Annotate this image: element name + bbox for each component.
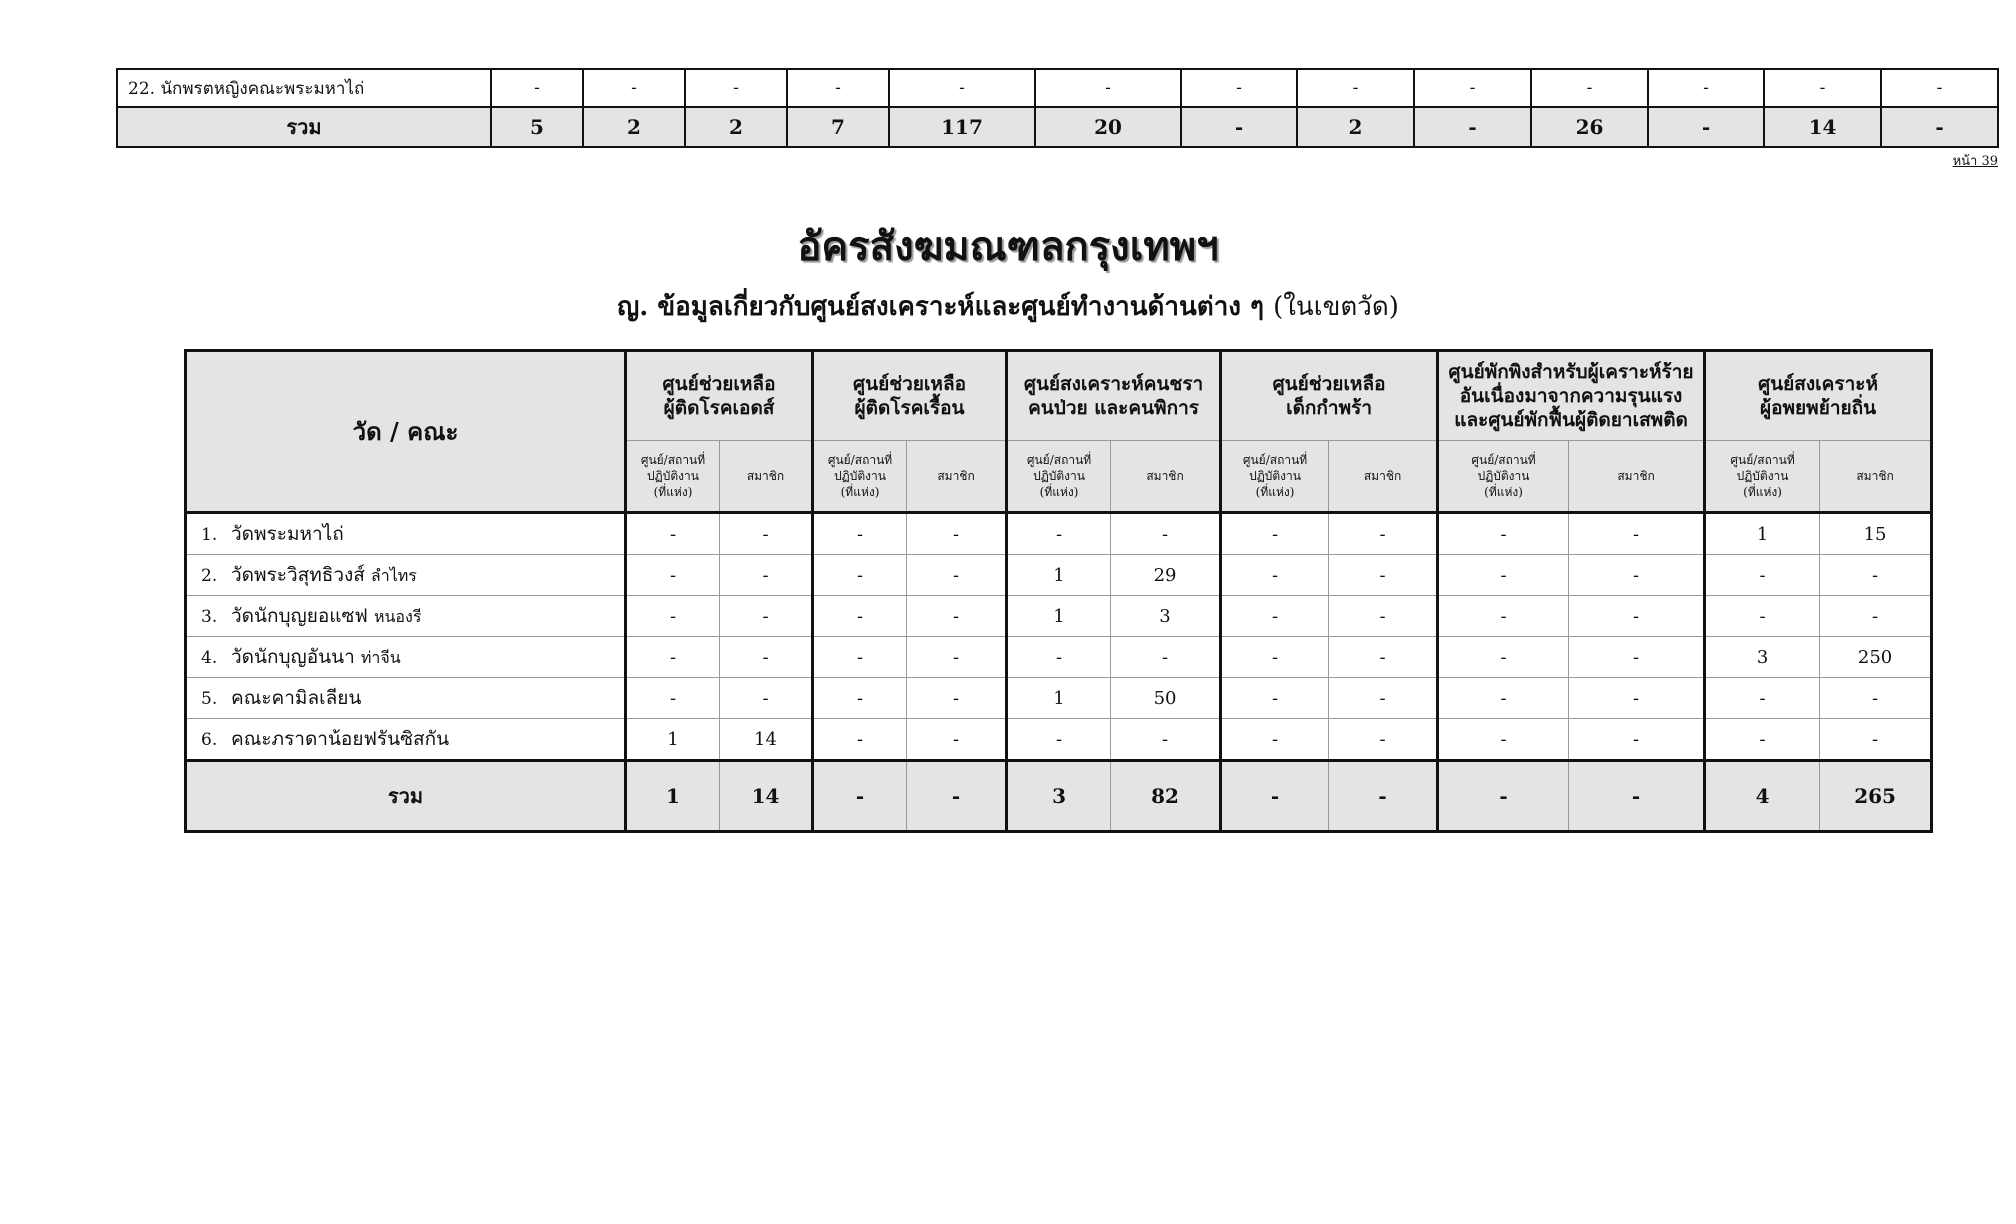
group-header-line: ศูนย์พักพิงสำหรับผู้เคราะห์ร้าย — [1448, 361, 1694, 383]
cell: - — [1221, 637, 1329, 678]
cell: 14 — [720, 761, 813, 832]
cell: - — [1007, 513, 1111, 555]
cell: - — [813, 513, 907, 555]
cell: - — [1221, 719, 1329, 761]
sub-header-line: ศูนย์/สถานที่ — [1471, 453, 1536, 467]
cell: - — [720, 637, 813, 678]
cell: 4 — [1705, 761, 1820, 832]
row-title: คณะภราดาน้อยฟรันซิสกัน — [231, 728, 450, 750]
sub-header-line: (ที่แห่ง) — [653, 485, 693, 499]
sub-header-line: (ที่แห่ง) — [1484, 485, 1523, 499]
cell: - — [626, 513, 720, 555]
cell: 2 — [583, 107, 685, 147]
cell: - — [1329, 719, 1438, 761]
cell: 117 — [889, 107, 1035, 147]
welfare-centers-table — [184, 349, 1933, 833]
row-name — [186, 513, 626, 555]
cell: - — [1111, 513, 1221, 555]
cell: - — [1181, 107, 1297, 147]
sub-header-members: สมาชิก — [1820, 441, 1932, 513]
group-header-line: ศูนย์ช่วยเหลือ — [1272, 373, 1386, 395]
cell: - — [1438, 513, 1569, 555]
sub-header-line: ศูนย์/สถานที่ — [827, 453, 893, 467]
cell: - — [907, 678, 1007, 719]
sub-header-places — [1705, 441, 1820, 513]
cell: 3 — [1705, 637, 1820, 678]
cell: - — [1007, 637, 1111, 678]
section-title — [0, 286, 2016, 327]
cell: 5 — [491, 107, 583, 147]
cell: - — [813, 761, 907, 832]
table-row — [186, 513, 1932, 555]
cell: - — [1035, 69, 1181, 107]
row-name — [186, 719, 626, 761]
cell: - — [1648, 69, 1764, 107]
row-suffix: หนองรี — [373, 607, 422, 626]
cell: - — [1181, 69, 1297, 107]
cell: - — [1648, 107, 1764, 147]
section-title-note: (ในเขตวัด) — [1273, 292, 1399, 322]
cell: - — [1569, 761, 1705, 832]
sub-header-places — [1221, 441, 1329, 513]
row-name — [186, 596, 626, 637]
sub-header-line: ศูนย์/สถานที่ — [640, 453, 706, 467]
cell: - — [1569, 637, 1705, 678]
cell: 15 — [1820, 513, 1932, 555]
cell: - — [1705, 596, 1820, 637]
sub-header-places — [1007, 441, 1111, 513]
row-number: 5. — [201, 689, 218, 709]
cell: - — [1820, 596, 1932, 637]
cell: - — [813, 555, 907, 596]
cell: 20 — [1035, 107, 1181, 147]
group-header-line: ศูนย์ช่วยเหลือ — [662, 373, 776, 395]
table-row — [186, 596, 1932, 637]
cell: 250 — [1820, 637, 1932, 678]
total-label: รวม — [117, 107, 491, 147]
cell: - — [1111, 719, 1221, 761]
cell: - — [720, 513, 813, 555]
cell: - — [491, 69, 583, 107]
sub-header-line: (ที่แห่ง) — [1255, 485, 1295, 499]
cell: - — [1221, 513, 1329, 555]
cell: 7 — [787, 107, 889, 147]
cell: - — [1221, 678, 1329, 719]
cell: - — [1531, 69, 1648, 107]
cell: 2 — [685, 107, 787, 147]
cell: - — [1414, 69, 1531, 107]
cell: - — [626, 555, 720, 596]
row-title: วัดนักบุญยอแซฟ — [231, 605, 368, 627]
group-header-line: ผู้ติดโรคเอดส์ — [663, 397, 775, 419]
cell: - — [626, 596, 720, 637]
cell: - — [1329, 637, 1438, 678]
cell: - — [1569, 555, 1705, 596]
sub-header-members: สมาชิก — [1111, 441, 1221, 513]
cell: - — [1414, 107, 1531, 147]
cell: 1 — [1007, 596, 1111, 637]
group-header-leprosy — [813, 351, 1007, 441]
row-number: 6. — [201, 730, 218, 750]
row-number: 2. — [201, 566, 218, 586]
cell: - — [1329, 678, 1438, 719]
cell: - — [907, 761, 1007, 832]
sub-header-places — [1438, 441, 1569, 513]
cell: 1 — [1007, 555, 1111, 596]
sub-header-line: ปฏิบัติงาน — [1033, 469, 1085, 483]
group-header-line: คนป่วย และคนพิการ — [1028, 397, 1199, 419]
cell: - — [626, 678, 720, 719]
page-title: อัครสังฆมณฑลกรุงเทพฯ — [797, 223, 1219, 270]
total-row — [117, 107, 1998, 147]
group-header-line: ผู้อพยพย้ายถิ่น — [1759, 397, 1877, 419]
cell: - — [1329, 596, 1438, 637]
cell: 14 — [1764, 107, 1881, 147]
cell: 29 — [1111, 555, 1221, 596]
cell: 50 — [1111, 678, 1221, 719]
continuation-table — [116, 68, 1999, 148]
cell: - — [1221, 761, 1329, 832]
row-number: 4. — [201, 648, 218, 668]
cell: - — [1438, 637, 1569, 678]
cell: - — [1569, 513, 1705, 555]
cell: - — [720, 596, 813, 637]
table-row — [186, 719, 1932, 761]
cell: 265 — [1820, 761, 1932, 832]
sub-header-places — [813, 441, 907, 513]
cell: - — [626, 637, 720, 678]
row-number: 1. — [201, 525, 218, 545]
table-row — [186, 555, 1932, 596]
cell: - — [1569, 678, 1705, 719]
cell: - — [787, 69, 889, 107]
cell: - — [907, 719, 1007, 761]
sub-header-line: (ที่แห่ง) — [1039, 485, 1079, 499]
row-number: 3. — [201, 607, 218, 627]
sub-header-members: สมาชิก — [1569, 441, 1705, 513]
cell: - — [720, 555, 813, 596]
row-suffix: ท่าจีน — [360, 648, 401, 667]
sub-header-line: (ที่แห่ง) — [1743, 485, 1782, 499]
cell: - — [1705, 555, 1820, 596]
cell: 3 — [1007, 761, 1111, 832]
group-header-shelter — [1438, 351, 1705, 441]
cell: - — [1438, 678, 1569, 719]
group-header-line: ศูนย์สงเคราะห์คนชรา — [1023, 373, 1204, 395]
row-name — [186, 555, 626, 596]
sub-header-members: สมาชิก — [720, 441, 813, 513]
cell: - — [1221, 596, 1329, 637]
group-header-line: ศูนย์ช่วยเหลือ — [853, 373, 966, 395]
cell: - — [813, 719, 907, 761]
sub-header-line: ปฏิบัติงาน — [834, 469, 886, 483]
row-title: วัดพระมหาไถ่ — [231, 523, 344, 545]
row-name — [186, 678, 626, 719]
cell: - — [907, 513, 1007, 555]
cell: - — [1881, 107, 1998, 147]
cell: - — [1881, 69, 1998, 107]
group-header-line: เด็กกำพร้า — [1286, 397, 1372, 419]
section-title-main: ญ. ข้อมูลเกี่ยวกับศูนย์สงเคราะห์และศูนย์ทำงานด้านต่าง ๆ — [617, 292, 1265, 322]
table-body — [186, 513, 1932, 832]
cell: 2 — [1297, 107, 1414, 147]
sub-header-line: ปฏิบัติงาน — [1477, 469, 1530, 483]
cell: - — [685, 69, 787, 107]
group-header-migrants — [1705, 351, 1932, 441]
cell: - — [1764, 69, 1881, 107]
sub-header-line: ปฏิบัติงาน — [647, 469, 699, 483]
row-label: 22. นักพรตหญิงคณะพระมหาไถ่ — [117, 69, 491, 107]
sub-header-line: ศูนย์/สถานที่ — [1026, 453, 1092, 467]
cell: 1 — [1705, 513, 1820, 555]
row-title: คณะคามิลเลียน — [231, 687, 362, 709]
cell: - — [1221, 555, 1329, 596]
sub-header-line: ศูนย์/สถานที่ — [1242, 453, 1308, 467]
cell: 26 — [1531, 107, 1648, 147]
cell: - — [813, 678, 907, 719]
group-header-orphans — [1221, 351, 1438, 441]
group-header-line: อันเนื่องมาจากความรุนแรง — [1459, 385, 1683, 407]
cell: 1 — [626, 761, 720, 832]
cell: - — [1297, 69, 1414, 107]
cell: - — [889, 69, 1035, 107]
cell: - — [1329, 555, 1438, 596]
cell: - — [1820, 555, 1932, 596]
row-name — [186, 637, 626, 678]
cell: - — [1438, 761, 1569, 832]
cell: - — [1111, 637, 1221, 678]
cell: 82 — [1111, 761, 1221, 832]
page-number: หน้า 39 — [1952, 154, 1998, 169]
cell: - — [1569, 719, 1705, 761]
cell: 14 — [720, 719, 813, 761]
cell: 1 — [626, 719, 720, 761]
sub-header-members: สมาชิก — [907, 441, 1007, 513]
cell: - — [1007, 719, 1111, 761]
table-row — [186, 678, 1932, 719]
sub-header-line: ปฏิบัติงาน — [1736, 469, 1789, 483]
sub-header-line: ศูนย์/สถานที่ — [1730, 453, 1795, 467]
cell: - — [907, 637, 1007, 678]
cell: - — [1438, 719, 1569, 761]
sub-header-places — [626, 441, 720, 513]
row-suffix: ลำไทร — [370, 566, 417, 585]
cell: - — [1705, 678, 1820, 719]
sub-header-line: ปฏิบัติงาน — [1249, 469, 1301, 483]
cell: - — [1820, 719, 1932, 761]
cell: - — [1705, 719, 1820, 761]
group-header-line: และศูนย์พักฟื้นผู้ติดยาเสพติด — [1454, 409, 1688, 431]
row-title: วัดนักบุญอันนา — [231, 646, 355, 668]
table-row — [117, 69, 1998, 107]
cell: 1 — [1007, 678, 1111, 719]
cell: - — [813, 596, 907, 637]
cell: - — [1438, 596, 1569, 637]
total-label: รวม — [186, 761, 626, 832]
group-header-line: ผู้ติดโรคเรื้อน — [854, 397, 965, 419]
table-row — [186, 637, 1932, 678]
group-header-line: ศูนย์สงเคราะห์ — [1758, 373, 1878, 395]
total-row — [186, 761, 1932, 832]
cell: - — [1820, 678, 1932, 719]
header-row — [186, 351, 1932, 441]
row-title: วัดพระวิสุทธิวงส์ — [231, 564, 365, 586]
cell: - — [813, 637, 907, 678]
cell: - — [1329, 761, 1438, 832]
cell: - — [720, 678, 813, 719]
cell: - — [583, 69, 685, 107]
cell: - — [1438, 555, 1569, 596]
group-header-elderly — [1007, 351, 1221, 441]
cell: - — [1569, 596, 1705, 637]
group-header-aids — [626, 351, 813, 441]
sub-header-members: สมาชิก — [1329, 441, 1438, 513]
sub-header-line: (ที่แห่ง) — [840, 485, 880, 499]
row-header: วัด / คณะ — [186, 351, 626, 513]
cell: 3 — [1111, 596, 1221, 637]
cell: - — [907, 596, 1007, 637]
cell: - — [1329, 513, 1438, 555]
cell: - — [907, 555, 1007, 596]
